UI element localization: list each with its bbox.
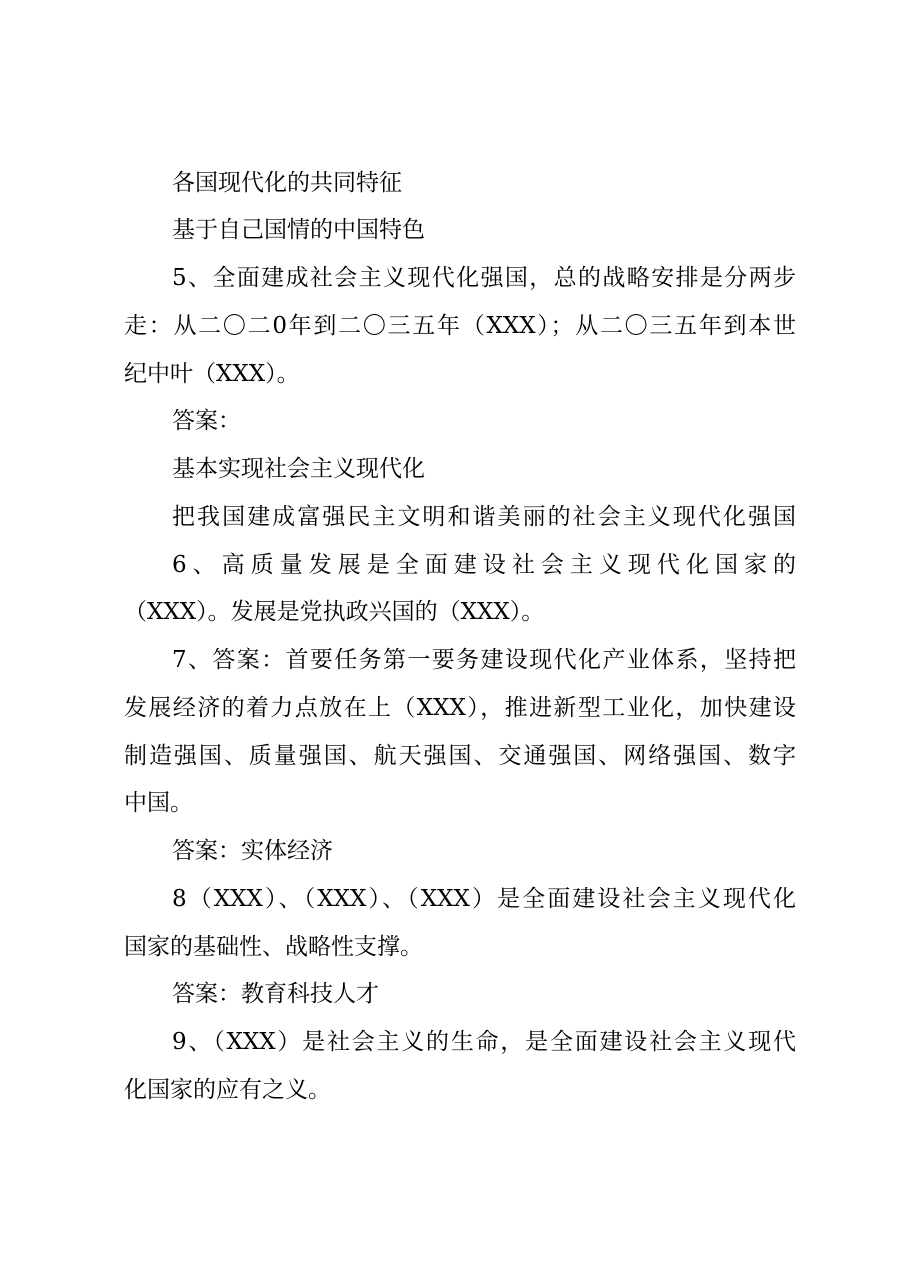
text-line-5: 纪中叶（XXX）。: [124, 361, 300, 387]
text-line-13: 制造强国、质量强国、航天强国、交通强国、网络强国、数字: [124, 743, 796, 769]
text-line-7: 基本实现社会主义现代化: [172, 456, 425, 482]
text-line-1: 各国现代化的共同特征: [172, 170, 402, 196]
text-line-19: 9、（XXX）是社会主义的生命，是全面建设社会主义现代: [172, 1029, 796, 1055]
text-line-9: 6、高质量发展是全面建设社会主义现代化国家的: [172, 552, 796, 578]
text-line-15: 答案：实体经济: [172, 838, 333, 864]
text-line-12: 发展经济的着力点放在上（XXX），推进新型工业化，加快建设: [124, 695, 796, 721]
text-line-18: 答案：教育科技人才: [172, 981, 379, 1007]
text-line-20: 化国家的应有之义。: [124, 1077, 331, 1103]
text-line-3: 5、全面建成社会主义现代化强国，总的战略安排是分两步: [172, 265, 796, 291]
text-line-4: 走：从二〇二0年到二〇三五年（XXX）；从二〇三五年到本世: [124, 313, 796, 339]
text-line-2: 基于自己国情的中国特色: [172, 217, 425, 243]
text-line-11: 7、答案：首要任务第一要务建设现代化产业体系，坚持把: [172, 647, 796, 673]
text-line-14: 中国。: [124, 790, 193, 816]
text-line-17: 国家的基础性、战略性支撑。: [124, 934, 423, 960]
text-line-6: 答案：: [172, 408, 241, 434]
text-line-8: 把我国建成富强民主文明和谐美丽的社会主义现代化强国: [172, 504, 796, 530]
text-line-16: 8（XXX）、（XXX）、（XXX）是全面建设社会主义现代化: [172, 886, 796, 912]
text-line-10: （XXX）。发展是党执政兴国的（XXX）。: [124, 599, 545, 625]
